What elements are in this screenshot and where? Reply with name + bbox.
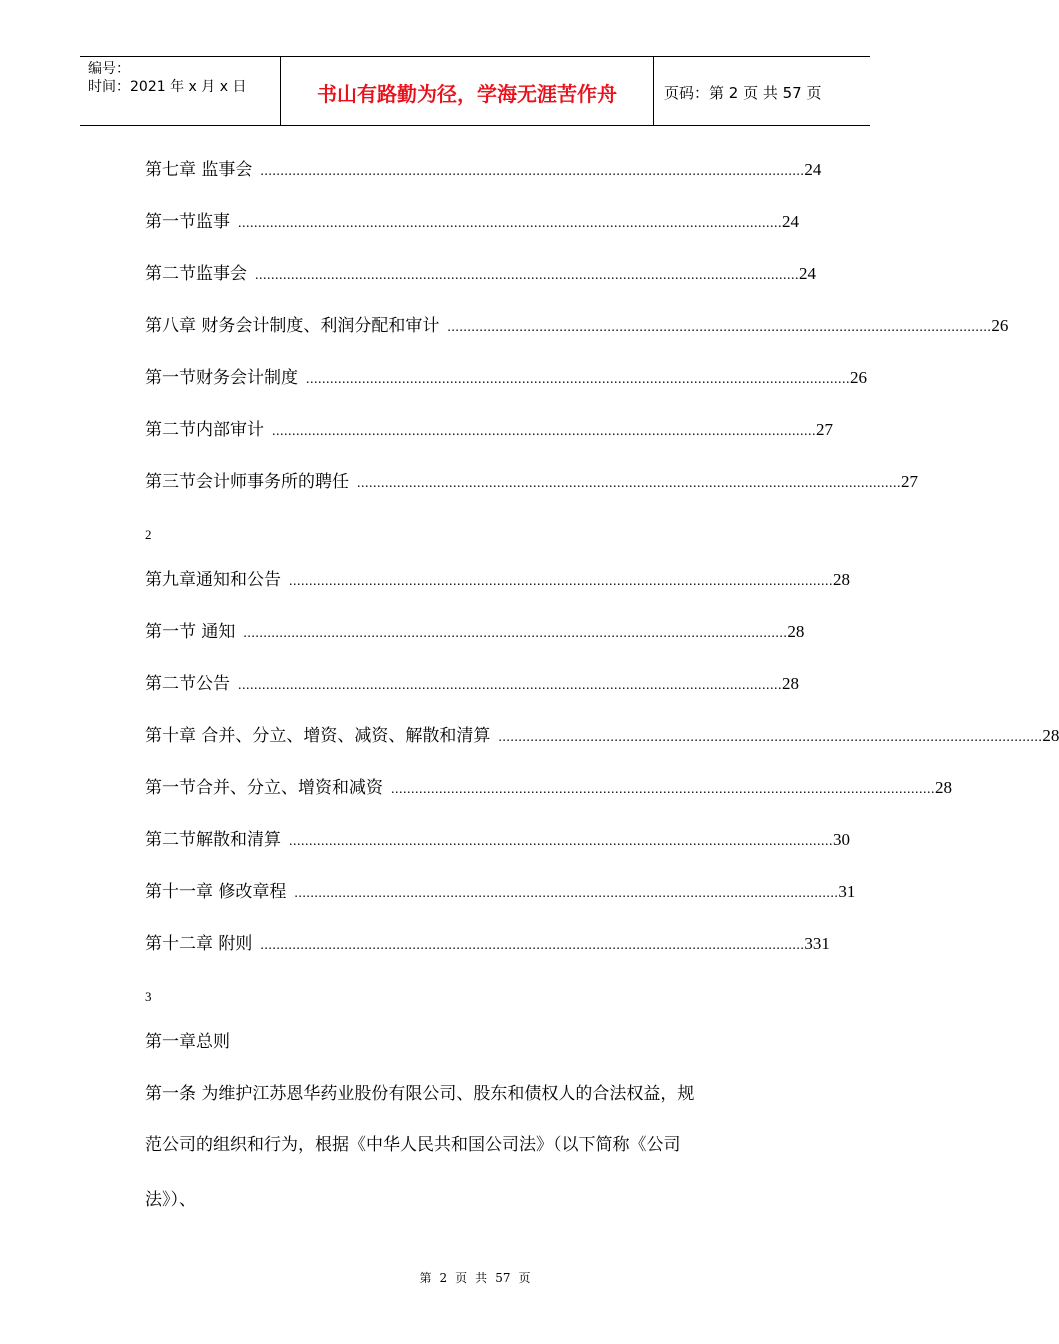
toc-entry-title: 第七章 监事会 xyxy=(145,160,253,180)
page-footer xyxy=(0,1269,950,1286)
document-header xyxy=(80,56,870,126)
toc-entry-title: 第一节财务会计制度 xyxy=(145,368,298,388)
toc-leader-dots: ........................................................................................................................................ xyxy=(255,268,799,283)
body-paragraph-line: 第一条 为维护江苏恩华药业股份有限公司、股东和债权人的合法权益，规 xyxy=(145,1084,695,1104)
toc-entry-page: 28 xyxy=(833,570,850,589)
toc-entry xyxy=(145,828,850,852)
toc-entry-title: 第十章 合并、分立、增资、减资、解散和清算 xyxy=(145,726,491,746)
toc-entry xyxy=(145,724,1059,748)
body-paragraph-line: 范公司的组织和行为，根据《中华人民共和国公司法》（以下简称《公司 xyxy=(145,1135,681,1155)
body-paragraph-line: 法》）、 xyxy=(145,1190,196,1210)
toc-entry xyxy=(145,932,830,956)
toc-entry xyxy=(145,158,822,182)
toc-entry xyxy=(145,314,1009,338)
toc-entry-page: 331 xyxy=(804,934,830,953)
toc-entry-page: 26 xyxy=(991,316,1009,335)
toc-entry-title: 第二节监事会 xyxy=(145,264,247,284)
toc-entry-title: 第十一章 修改章程 xyxy=(145,882,287,902)
toc-entry-title: 第一节 通知 xyxy=(145,622,236,642)
header-meta-cell xyxy=(80,57,281,125)
toc-entry-title: 第十二章 附则 xyxy=(145,934,253,954)
footer-text: 页 xyxy=(455,1271,468,1285)
toc-entry xyxy=(145,366,867,390)
footer-current-page: 2 xyxy=(439,1271,448,1285)
motto-text: 书山有路勤为径，学海无涯苦作舟 xyxy=(317,82,617,106)
toc-entry-title: 第二节公告 xyxy=(145,674,230,694)
toc-entry xyxy=(145,470,918,494)
toc-entry-title: 第三节会计师事务所的聘任 xyxy=(145,472,349,492)
toc-leader-dots: ........................................................................................................................................ xyxy=(238,678,782,693)
footer-text: 页 xyxy=(518,1271,531,1285)
chapter-heading: 第一章总则 xyxy=(145,1032,230,1052)
footer-text: 第 xyxy=(419,1271,432,1285)
toc-leader-dots: ........................................................................................................................................ xyxy=(447,320,992,335)
header-motto-cell xyxy=(281,57,654,125)
toc-entry xyxy=(145,620,805,644)
toc-entry-page: 28 xyxy=(935,778,952,797)
page-marker: 2 xyxy=(145,527,152,542)
footer-text: 共 xyxy=(475,1271,488,1285)
toc-leader-dots: ........................................................................................................................................ xyxy=(294,886,839,901)
footer-total-pages: 57 xyxy=(495,1271,511,1285)
toc-entry xyxy=(145,418,833,442)
toc-entry-page: 28 xyxy=(787,622,805,641)
toc-leader-dots: ........................................................................................................................................ xyxy=(357,476,901,491)
toc-entry-title: 第一节监事 xyxy=(145,212,230,232)
toc-entry-page: 28 xyxy=(782,674,799,693)
toc-leader-dots: ........................................................................................................................................ xyxy=(238,216,782,231)
toc-entry xyxy=(145,262,816,286)
toc-leader-dots: ........................................................................................................................................ xyxy=(391,782,935,797)
toc-leader-dots: ........................................................................................................................................ xyxy=(272,424,816,439)
toc-entry-page: 24 xyxy=(799,264,816,283)
page-indicator: 页码：第 2 页 共 57 页 xyxy=(664,84,822,102)
toc-leader-dots: ........................................................................................................................................ xyxy=(260,938,805,953)
toc-entry-title: 第八章 财务会计制度、利润分配和审计 xyxy=(145,316,440,336)
toc-entry-title: 第一节合并、分立、增资和减资 xyxy=(145,778,383,798)
toc-entry-title: 第二节内部审计 xyxy=(145,420,264,440)
toc-entry-page: 26 xyxy=(850,368,867,387)
toc-leader-dots: ........................................................................................................................................ xyxy=(289,834,833,849)
toc-entry-page: 28 xyxy=(1042,726,1059,745)
toc-entry-page: 31 xyxy=(838,882,856,901)
toc-entry-page: 27 xyxy=(816,420,833,439)
toc-leader-dots: ........................................................................................................................................ xyxy=(289,574,833,589)
toc-entry xyxy=(145,568,850,592)
toc-entry xyxy=(145,210,799,234)
toc-leader-dots: ........................................................................................................................................ xyxy=(243,626,788,641)
header-page-cell xyxy=(654,57,870,125)
toc-entry-title: 第九章通知和公告 xyxy=(145,570,281,590)
toc-entry-page: 27 xyxy=(901,472,918,491)
toc-entry xyxy=(145,776,952,800)
toc-entry-page: 30 xyxy=(833,830,850,849)
toc-entry-page: 24 xyxy=(804,160,822,179)
toc-leader-dots: ........................................................................................................................................ xyxy=(260,164,805,179)
toc-leader-dots: ........................................................................................................................................ xyxy=(306,372,850,387)
toc-leader-dots: ........................................................................................................................................ xyxy=(498,730,1043,745)
toc-entry xyxy=(145,672,799,696)
toc-entry-page: 24 xyxy=(782,212,799,231)
date-label: 时间：2021 年 x 月 x 日 xyxy=(88,79,247,95)
serial-number-label: 编号： xyxy=(88,61,130,77)
toc-entry-title: 第二节解散和清算 xyxy=(145,830,281,850)
page-marker: 3 xyxy=(145,989,152,1004)
toc-entry xyxy=(145,880,856,904)
